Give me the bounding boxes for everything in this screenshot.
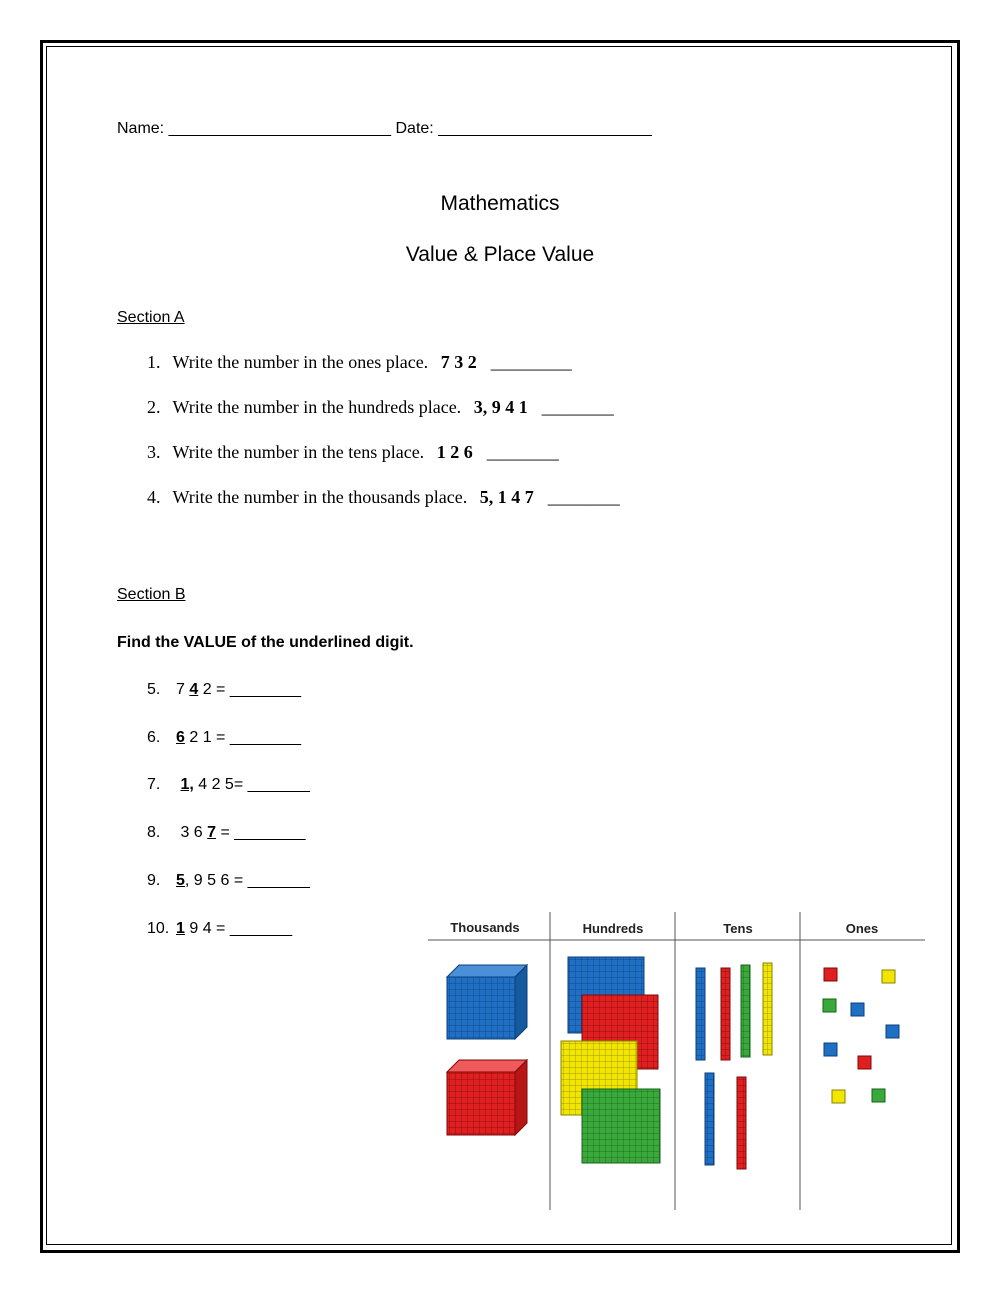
question-number: 6. — [147, 729, 161, 746]
digit-suffix: 4 2 5= — [193, 776, 248, 793]
section-b-question — [147, 729, 301, 747]
section-a-question — [147, 352, 572, 373]
question-number: 7. — [147, 776, 161, 793]
underlined-digit: 1, — [180, 776, 194, 793]
question-number-value: 3, 9 4 1 — [473, 397, 528, 417]
question-number-value: 1 2 6 — [436, 442, 473, 462]
question-text: Write the number in the ones place. — [172, 352, 429, 372]
answer-blank[interactable]: ________ — [541, 397, 614, 417]
section-b-question — [147, 824, 305, 842]
section-a-question — [147, 442, 559, 463]
question-number-value: 5, 1 4 7 — [479, 487, 534, 507]
digit-suffix: = — [216, 824, 235, 841]
date-field[interactable]: ________________________ — [438, 120, 652, 137]
question-number: 9. — [147, 872, 161, 889]
question-text: Write the number in the hundreds place. — [172, 397, 462, 417]
digit-suffix: 9 4 = — [184, 920, 230, 937]
question-number: 10. — [147, 920, 170, 937]
question-text: Write the number in the thousands place. — [172, 487, 468, 507]
hundred-flat-green — [582, 1089, 660, 1163]
underlined-digit: 6 — [176, 729, 185, 746]
place-value-blocks-chart — [425, 905, 930, 1215]
section-a-question — [147, 397, 614, 418]
question-number: 1. — [147, 352, 161, 372]
question-number: 2. — [147, 397, 161, 417]
digit-suffix: , 9 5 6 = — [184, 872, 248, 889]
name-field[interactable]: _________________________ — [168, 120, 392, 137]
answer-blank[interactable]: ________ — [547, 487, 620, 507]
answer-blank[interactable]: ________ — [234, 824, 306, 841]
question-number-value: 7 3 2 — [440, 352, 477, 372]
section-b-question — [147, 776, 310, 794]
digit-prefix: 7 — [176, 681, 190, 698]
answer-blank[interactable]: _______ — [247, 872, 310, 889]
column-header-tens: Tens — [723, 921, 753, 936]
question-number: 8. — [147, 824, 161, 841]
one-cubes — [823, 968, 899, 1103]
answer-blank[interactable]: _________ — [490, 352, 572, 372]
section-b-question — [147, 920, 292, 938]
section-b-question — [147, 872, 310, 890]
question-number: 3. — [147, 442, 161, 462]
page-subtitle: Value & Place Value — [405, 243, 595, 266]
digit-prefix: 3 6 — [176, 824, 208, 841]
thousand-cube-blue — [447, 965, 527, 1039]
question-number: 5. — [147, 681, 161, 698]
answer-blank[interactable]: ________ — [486, 442, 559, 462]
underlined-digit: 5 — [176, 872, 185, 889]
section-b-instruction: Find the VALUE of the underlined digit. — [117, 634, 414, 651]
underlined-digit: 7 — [207, 824, 217, 841]
answer-blank[interactable]: ________ — [229, 681, 302, 698]
column-header-thousands: Thousands — [450, 920, 520, 935]
digit-suffix: 2 1 = — [184, 729, 230, 746]
section-b-question — [147, 681, 301, 699]
digit-suffix: 2 = — [198, 681, 230, 698]
column-header-hundreds: Hundreds — [582, 921, 644, 936]
answer-blank[interactable]: _______ — [247, 776, 310, 793]
section-a-question — [147, 487, 620, 508]
answer-blank[interactable]: _______ — [229, 920, 293, 937]
section-b-heading: Section B — [117, 586, 186, 603]
question-number: 4. — [147, 487, 161, 507]
question-text: Write the number in the tens place. — [172, 442, 425, 462]
underlined-digit: 4 — [189, 681, 199, 698]
ten-rods — [696, 963, 772, 1169]
page-title: Mathematics — [440, 192, 560, 215]
section-a-heading: Section A — [117, 309, 185, 326]
name-label: Name: — [117, 120, 169, 137]
thousand-cube-red — [447, 1060, 527, 1135]
date-label: Date: — [391, 120, 439, 137]
name-date-line — [117, 120, 652, 138]
column-header-ones: Ones — [845, 921, 879, 936]
underlined-digit: 1 — [176, 920, 185, 937]
answer-blank[interactable]: ________ — [229, 729, 302, 746]
